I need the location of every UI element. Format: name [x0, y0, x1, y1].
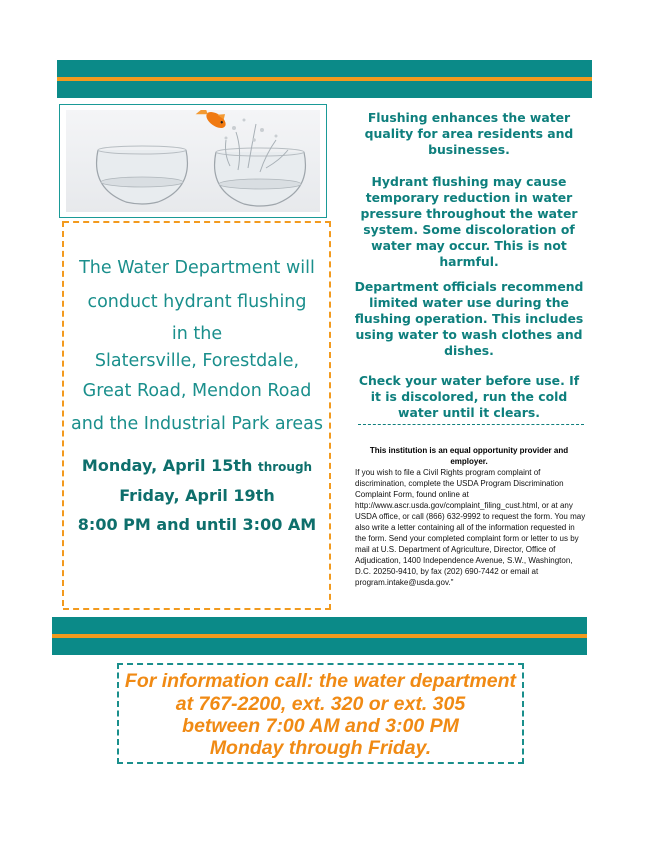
date-through: through	[257, 460, 313, 474]
civil-rights-notice: If you wish to file a Civil Rights program complaint of discrimination, complete the USDA Program Discrimination Complaint Form, found online at http://www.ascr.usda.gov/complaint_filing_cust.html, or at any USDA office, or call (866) 632-9992 to request the form. You may also write a letter containing all of the information requested in the form. Send your completed complaint form or letter to us by mail at U.S. Department of Agriculture, Director, Office of Adjudication, 1400 Independence Avenue, S.W., Washington, D.C. 20250-9410, by fax (202) 690-7442 or email at program.intake@usda.gov."	[355, 468, 586, 588]
date-start	[52, 456, 342, 475]
water-use-paragraph: Department officials recommend limited water use during the flushing operation. This includes using water to wash clothes and dishes.	[354, 279, 584, 358]
call-line-2: at 767-2200, ext. 320 or ext. 305	[175, 693, 466, 715]
goldfish-jumping-image	[66, 110, 320, 212]
bottom-band-teal-lower	[52, 638, 587, 655]
pressure-paragraph: Hydrant flushing may cause temporary reduction in water pressure throughout the water system. Some discoloration of water may occur. This is not harmful.	[360, 174, 578, 269]
call-line-1: For information call: the water department	[124, 670, 517, 692]
lead-line-3: in the	[171, 324, 223, 344]
equal-opportunity-title: This institution is an equal opportunity provider and employer.	[369, 446, 569, 466]
lead-line-6: and the Industrial Park areas	[71, 414, 323, 434]
lead-line-2: conduct hydrant flushing	[87, 292, 307, 312]
lead-line-1: The Water Department will	[79, 258, 315, 278]
top-band-teal-lower	[57, 81, 592, 98]
check-water-paragraph: Check your water before use. If it is discolored, run the cold water until it clears.	[358, 373, 580, 420]
lead-line-4: Slatersville, Forestdale,	[94, 351, 300, 371]
flushing-hours: 8:00 PM and until 3:00 AM	[77, 515, 317, 534]
bottom-band-teal	[52, 617, 587, 634]
date-start-text: Monday, April 15th	[81, 456, 253, 475]
date-end: Friday, April 19th	[119, 486, 275, 505]
call-line-4: Monday through Friday.	[209, 737, 432, 759]
photo-frame	[59, 104, 327, 218]
dashed-divider	[358, 424, 584, 425]
lead-line-5: Great Road, Mendon Road	[82, 381, 312, 401]
call-line-3: between 7:00 AM and 3:00 PM	[182, 715, 459, 737]
top-band-teal	[57, 60, 592, 77]
benefit-paragraph: Flushing enhances the water quality for area residents and businesses.	[364, 110, 574, 157]
